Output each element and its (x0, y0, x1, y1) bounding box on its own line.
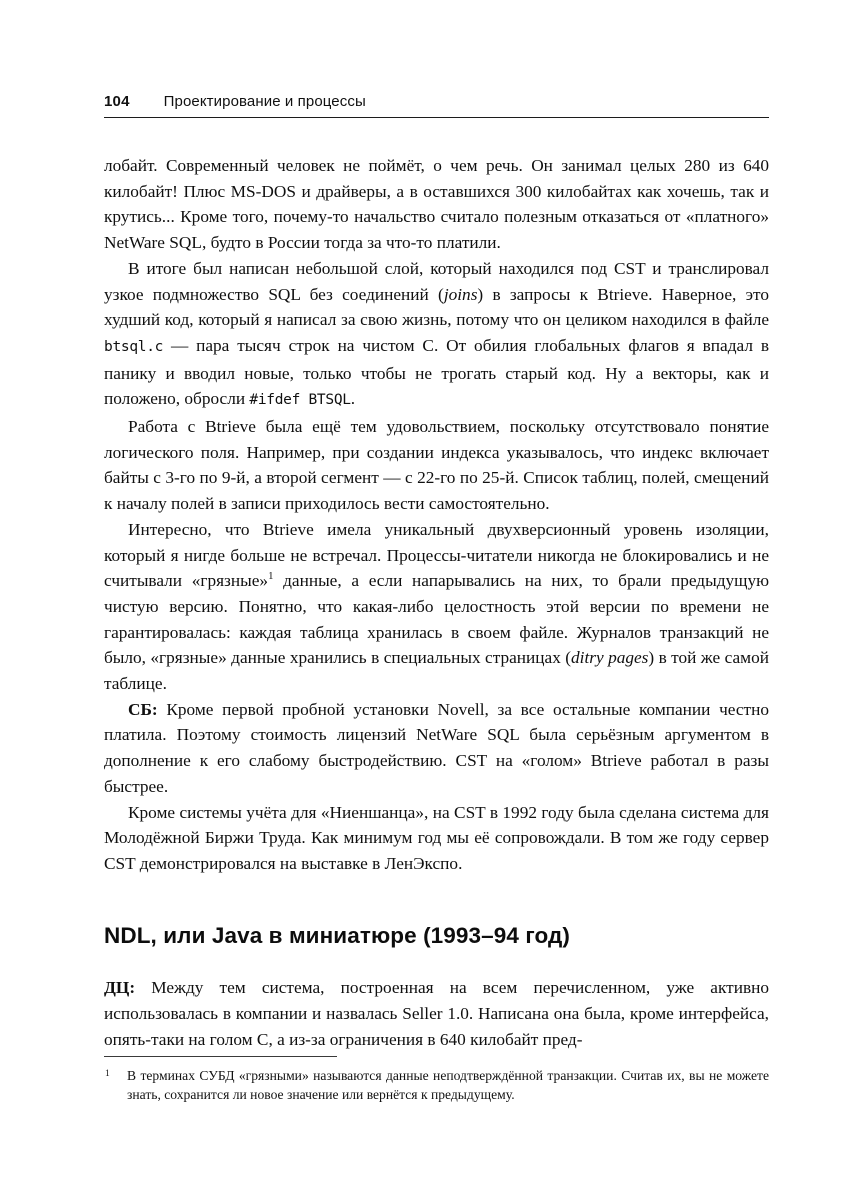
text-segment: В итоге был написан небольшой слой, который находился под CST и транслировал узкое подмножество SQL без соединений ( (104, 258, 769, 304)
paragraph (104, 517, 769, 697)
text-segment: Между тем система, построенная на всем перечисленном, уже активно использовалась в компании и назвалась Seller 1.0. Написана она была, кроме интерфейса, опять-таки на голом C, а из-за ограничения в 640 килобайт пред- (104, 978, 769, 1049)
footnote-marker: 1 (105, 1069, 110, 1079)
text-segment: btsql.c (104, 338, 164, 355)
footnote-rule (104, 1056, 337, 1057)
text-segment: joins (443, 284, 478, 304)
paragraph (104, 697, 769, 800)
paragraph (104, 414, 769, 517)
running-title: Проектирование и процессы (163, 93, 366, 110)
page-number: 104 (104, 93, 130, 110)
footnote-area (104, 1056, 769, 1104)
text-segment: #ifdef BTSQL (249, 392, 351, 409)
text-segment: Кроме системы учёта для «Ниеншанца», на CST в 1992 году была сделана система для Молодёжной Биржи Труда. Как минимум год мы её сопровождали. В том же году сервер CST демонстрировался на выставке в ЛенЭкспо. (104, 802, 769, 873)
footnote-reference: 1 (268, 570, 274, 583)
text-segment: Интересно, что Btrieve имела уникальный двухверсионный уровень изоляции, который я нигде больше не встречал. Процессы-читатели никогда не блокировались и не считывали «грязные» (104, 519, 769, 591)
page-content (104, 0, 769, 1053)
section-heading: NDL, или Java в миниатюре (1993–94 год) (104, 922, 571, 948)
paragraph (104, 800, 769, 877)
text-segment: ) в запросы к Btrieve. Наверное, это худший код, который я написал за свою жизнь, потому что он целиком находился в файле (104, 284, 769, 330)
text-segment: Работа с Btrieve была ещё тем удовольствием, поскольку отсутствовало понятие логического поля. Например, при создании индекса указывалось, что индекс включает байты с 3-го по 9-й, а второй сегмент — с 22-го по 25-й. Список таблиц, полей, смещений к началу полей в записи приходилось вести самостоятельно. (104, 417, 769, 514)
text-segment: . (350, 389, 356, 409)
header-rule (104, 117, 769, 118)
footnote (104, 1066, 769, 1104)
body-paragraphs (104, 153, 769, 877)
text-segment: Кроме первой пробной установки Novell, за все остальные компании честно платила. Поэтому стоимость лицензий NetWare SQL была серьёзным аргументом в дополнение к его слабому быстродействию. CST на «голом» Btrieve работал в разы быстрее. (104, 699, 769, 796)
text-segment: лобайт. Современный человек не поймёт, о чем речь. Он занимал целых 280 из 640 килобайт! Плюс MS-DOS и драйверы, а в оставшихся 300 килобайтах как хочешь, так и крутись... Кроме того, почему-то начальство считало полезным отказаться от «платного» NetWare SQL, будто в России тогда за что-то платили. (104, 156, 769, 253)
text-segment: ditry pages (571, 648, 649, 668)
page-header (104, 93, 769, 110)
text-segment: — пара тысяч строк на чистом C. От обилия глобальных флагов я впадал в панику и вводил новые, только чтобы не трогать старый код. Ну а векторы, как и положено, обросли (104, 335, 769, 409)
paragraph (104, 975, 769, 1052)
paragraph (104, 256, 769, 414)
footnote-text: В терминах СУБД «грязными» называются данные неподтверждённой транзакции. Считав их, вы не можете знать, сохранится ли новое значение или вернётся к предыдущему. (127, 1068, 769, 1102)
paragraph (104, 153, 769, 256)
text-segment: ДЦ: (104, 978, 136, 998)
text-segment: СБ: (128, 699, 158, 719)
text-segment: ) в той же самой таблице. (104, 648, 769, 694)
text-segment: данные, а если напарывались на них, то брали предыдущую чистую версию. Понятно, что какая-либо целостность этой версии по времени не гарантировалась: каждая таблица хранилась в своем файле. Журналов транзакций не было, «грязные» данные хранились в специальных страницах ( (104, 571, 769, 668)
section-paragraphs (104, 975, 769, 1052)
body-text (104, 153, 769, 1053)
